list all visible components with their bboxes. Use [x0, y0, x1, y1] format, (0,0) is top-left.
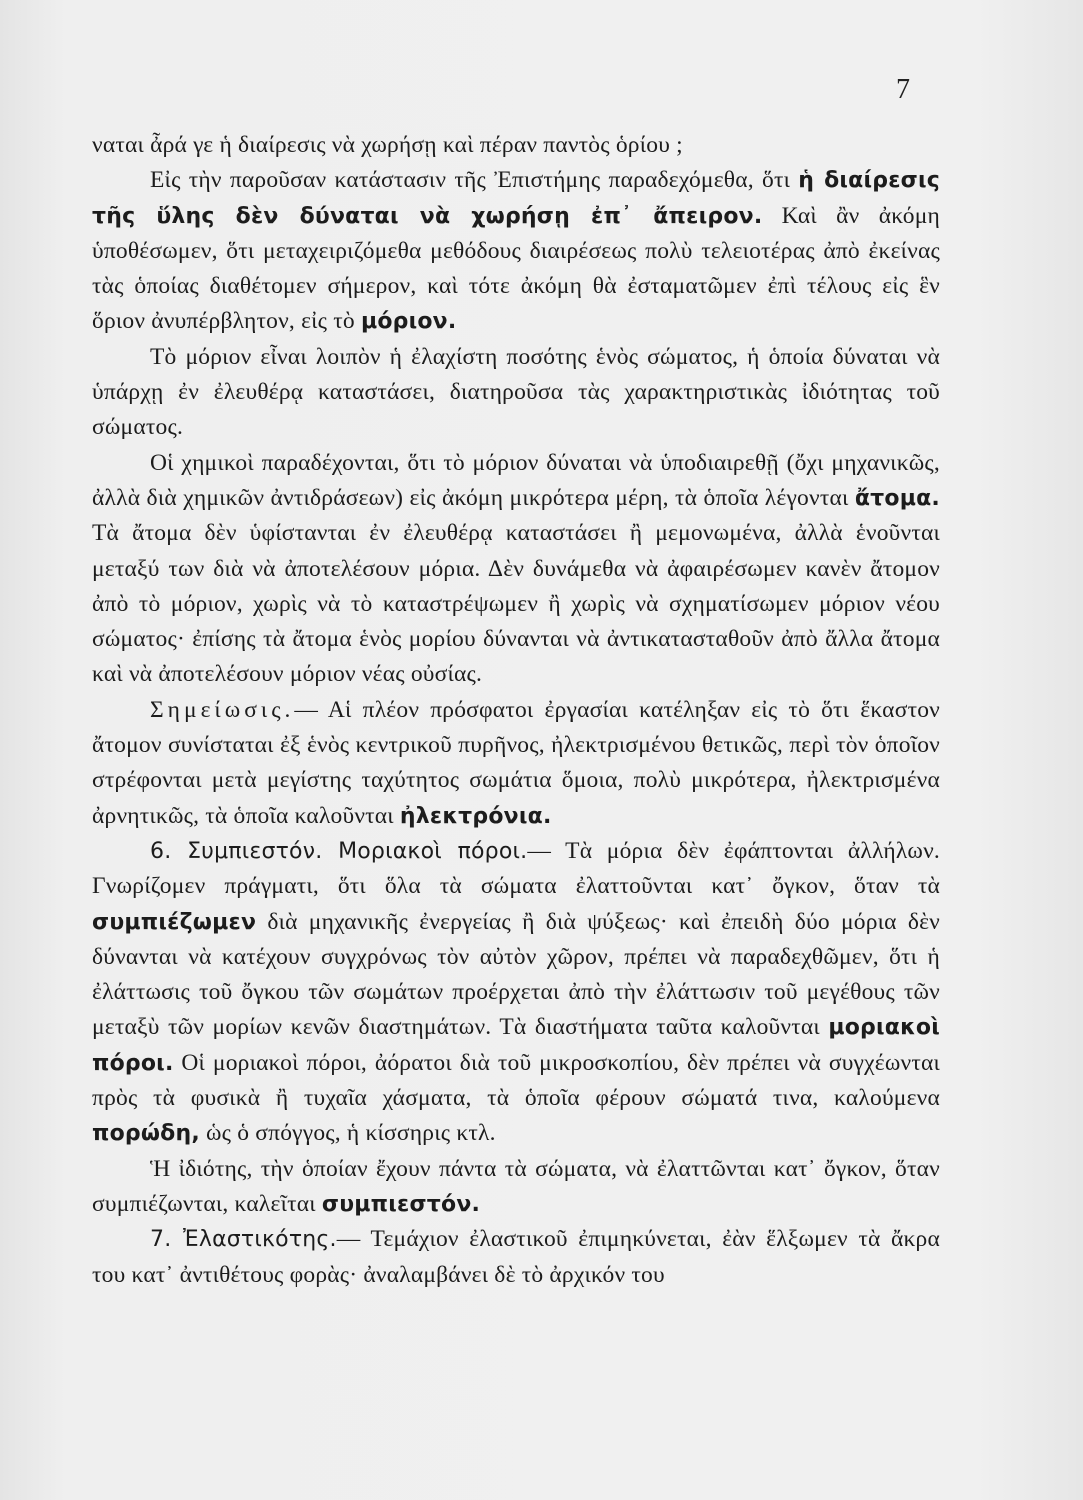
paragraph-note: Σημείωσις.— Αἱ πλέον πρόσφατοι ἐργασίαι κατέληξαν εἰς τὸ ὅτι ἕκαστον ἄτομον συνίσταται ἐξ ἑνὸς κεντρικοῦ πυρῆνος, ἠλεκτρισμένου θετικῶς, περὶ τὸν ὁποῖον στρέφονται μετὰ μεγίστης ταχύτητος σωμάτια ὅμοια, πολὺ μικρότερα, ἠλεκτρισμένα ἀρνητικῶς, τὰ ὁποῖα καλοῦνται ἠλεκτρόνια. — [92, 696, 940, 829]
page-number: 7 — [896, 74, 910, 105]
term-compressibility: συμπιεστόν. — [321, 1191, 481, 1217]
paragraph-molecule-definition: Τὸ μόριον εἶναι λοιπὸν ἡ ἐλαχίστη ποσότης ἑνὸς σώματος, ἡ ὁποία δύναται νὰ ὑπάρχῃ ἐν ἐλευθέρᾳ καταστάσει, διατηροῦσα τὰς χαρακτηριστικὰς ἰδιότητας τοῦ σώματος. — [92, 343, 940, 441]
section-6: 6. Συμπιεστόν. Μοριακοὶ πόροι.— Τὰ μόρια δὲν ἐφάπτονται ἀλλήλων. Γνωρίζομεν πράγματι, ὅτι ὅλα τὰ σώματα ἐλαττοῦνται κατ᾽ ὄγκον, ὅταν τὰ συμπιέζωμεν διὰ μηχανικῆς ἐνεργείας ἢ διὰ ψύξεως· καὶ ἐπειδὴ δύο μόρια δὲν δύνανται νὰ κατέχουν συγχρόνως τὸν αὐτὸν χῶρον, πρέπει νὰ παραδεχθῶμεν, ὅτι ἡ ἐλάττωσις τοῦ ὄγκου τῶν σωμάτων προέρχεται ἀπὸ τὴν ἐλάττωσιν τοῦ μεγέθους τῶν μεταξὺ τῶν μορίων κενῶν διαστημάτων. Τὰ διαστήματα ταῦτα καλοῦνται μοριακοὶ πόροι. Οἱ μοριακοὶ πόροι, ἀόρατοι διὰ τοῦ μικροσκοπίου, δὲν πρέπει νὰ συγχέωνται πρὸς τὰ φυσικὰ ἢ τυχαῖα χάσματα, τὰ ὁποῖα φέρουν σώματά τινα, καλούμενα πορώδη, ὡς ὁ σπόγγος, ἡ κίσσηρις κτλ. — [92, 837, 940, 1147]
emphasis-divisibility-statement: ἡ διαίρεσις τῆς ὕλης δὲν δύναται νὰ χωρήσῃ ἐπ᾽ ἄπειρον. — [92, 168, 940, 229]
section-6-heading: 6. Συμπιεστόν. Μοριακοὶ πόροι. — [150, 838, 528, 864]
term-porous: πορώδη, — [92, 1121, 200, 1147]
paragraph-compressibility: Ἡ ἰδιότης, τὴν ὁποίαν ἔχουν πάντα τὰ σώματα, νὰ ἐλαττῶνται κατ᾽ ὄγκον, ὅταν συμπιέζωνται, καλεῖται συμπιεστόν. — [92, 1155, 940, 1217]
note-label: Σημείωσις. — [150, 696, 295, 723]
term-electrons: ἠλεκτρόνια. — [399, 803, 552, 829]
paragraph-atoms: Οἱ χημικοὶ παραδέχονται, ὅτι τὸ μόριον δύναται νὰ ὑποδιαιρεθῇ (ὄχι μηχανικῶς, ἀλλὰ διὰ χημικῶν ἀντιδράσεων) εἰς ἀκόμη μικρότερα μέρη, τὰ ὁποῖα λέγονται ἄτομα. Τὰ ἄτομα δὲν ὑφίστανται ἐν ἐλευθέρᾳ καταστάσει ἢ μεμονωμένα, ἀλλὰ ἑνοῦνται μεταξύ των διὰ νὰ ἀποτελέσουν μόρια. Δὲν δυνάμεθα νὰ ἀφαιρέσωμεν κανὲν ἄτομον ἀπὸ τὸ μόριον, χωρὶς νὰ τὸ καταστρέψωμεν ἢ χωρὶς νὰ σχηματίσωμεν μόριον νέου σώματος· ἐπίσης τὰ ἄτομα ἑνὸς μορίου δύνανται νὰ ἀντικατασταθοῦν ἀπὸ ἄλλα ἄτομα καὶ νὰ ἀποτελέσουν μόριον νέας οὐσίας. — [92, 449, 940, 688]
paragraph-continuation: ναται ἆρά γε ἡ διαίρεσις νὰ χωρήσῃ καὶ πέραν παντὸς ὁρίου ; — [92, 132, 683, 158]
section-7: 7. Ἐλαστικότης.— Τεμάχιον ἐλαστικοῦ ἐπιμηκύνεται, ἐὰν ἕλξωμεν τὰ ἄκρα του κατ᾽ ἀντιθέτους φορὰς· ἀναλαμβάνει δὲ τὸ ἀρχικόν του — [92, 1226, 940, 1288]
term-molecular-pores: μοριακοὶ πόροι. — [92, 1015, 940, 1076]
paragraph-divisibility: Εἰς τὴν παροῦσαν κατάστασιν τῆς Ἐπιστήμης παραδεχόμεθα, ὅτι ἡ διαίρεσις τῆς ὕλης δὲν δύναται νὰ χωρήσῃ ἐπ᾽ ἄπειρον. Καὶ ἂν ἀκόμη ὑποθέσωμεν, ὅτι μεταχειριζόμεθα μεθόδους διαιρέσεως πολὺ τελειοτέρας ἀπὸ ἐκείνας τὰς ὁποίας διαθέτομεν σήμερον, καὶ τότε ἀκόμη θὰ ἐσταματῶμεν ἐπὶ τέλους εἰς ἓν ὅριον ἀνυπέρβλητον, εἰς τὸ μόριον. — [92, 167, 940, 335]
term-compress: συμπιέζωμεν — [92, 909, 257, 935]
body-text — [92, 128, 940, 1293]
term-atoms: ἄτομα. — [854, 485, 940, 511]
term-molecule: μόριον. — [360, 309, 457, 335]
section-7-heading: 7. Ἐλαστικότης. — [150, 1227, 337, 1253]
